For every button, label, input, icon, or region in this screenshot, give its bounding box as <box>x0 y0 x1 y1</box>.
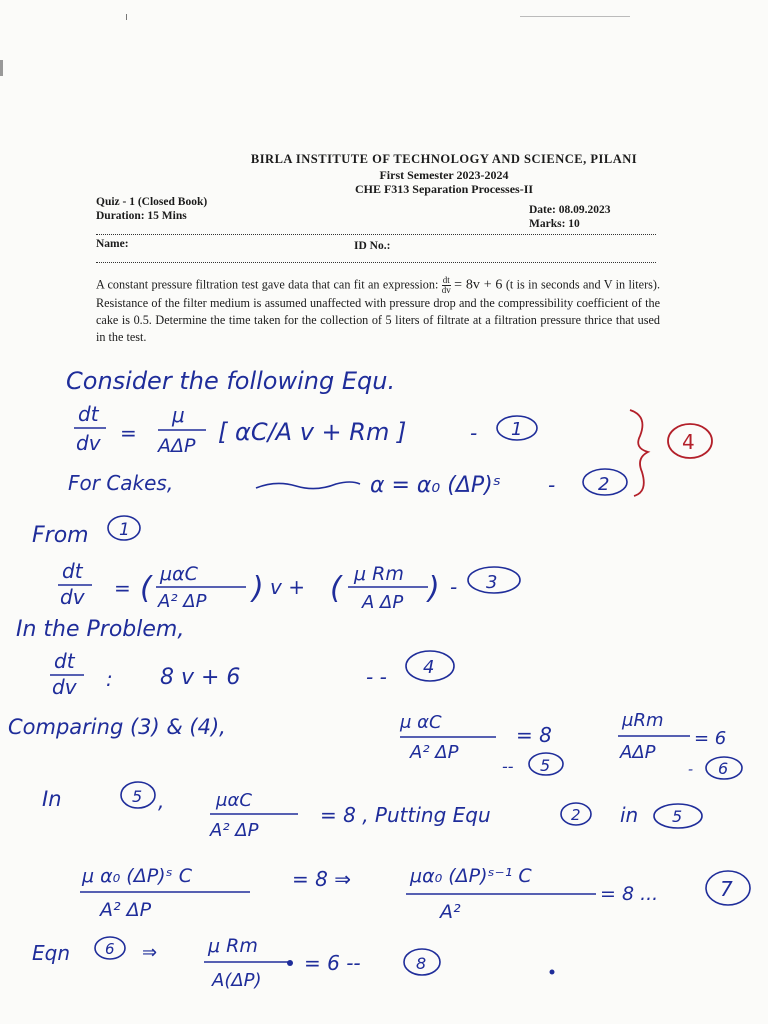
putting-in-tag: 5 <box>672 807 683 826</box>
ink-dot <box>550 970 555 975</box>
paren: ( <box>330 571 342 606</box>
consider-line: Consider the following Equ. <box>66 367 396 395</box>
for-cakes: For Cakes, <box>68 471 174 495</box>
eq1-tag: 1 <box>511 419 523 440</box>
eq5b-den: A² ΔP <box>210 820 259 841</box>
eqn6-tag: 6 <box>105 940 115 958</box>
eqn6-label: Eqn <box>32 941 71 965</box>
question-intro: A constant pressure filtration test gave data that can fit an expression: <box>96 277 439 292</box>
name-label: Name: <box>96 238 129 250</box>
eq5-tag: 5 <box>540 756 551 775</box>
equals-sign: : <box>106 667 113 691</box>
paren: ) <box>428 571 440 606</box>
eq2-tag: 2 <box>598 474 610 495</box>
brace <box>630 410 648 496</box>
eq5-den: A² ΔP <box>410 742 459 763</box>
in-label: In <box>42 787 62 811</box>
dash: - - <box>366 665 387 689</box>
eq7a-den: A² ΔP <box>100 899 152 921</box>
eq3-lhs-num: dt <box>62 559 83 583</box>
comparing: Comparing (3) & (4), <box>8 715 226 739</box>
equals-sign: = <box>120 421 137 445</box>
eq1-coef-num: μ <box>172 403 185 427</box>
marks-note: 4 <box>682 430 695 454</box>
eq6-num: μRm <box>622 710 664 731</box>
eq2: α = α₀ (ΔP)ˢ <box>370 473 501 498</box>
paren: ) <box>252 571 264 606</box>
question-expression: = 8v + 6 <box>454 277 503 293</box>
dash: - <box>548 473 556 497</box>
eq7a-num: μ α₀ (ΔP)ˢ C <box>82 865 192 887</box>
putting-in: in <box>620 803 639 827</box>
eq5-num: μ αC <box>400 712 442 733</box>
date-label: Date: 08.09.2023 <box>529 204 611 216</box>
eq8-num: μ Rm <box>208 935 258 957</box>
ink-dot <box>287 960 293 966</box>
eq3-a-den: A² ΔP <box>158 591 207 612</box>
dash: -- <box>502 757 514 776</box>
quiz-label: Quiz - 1 (Closed Book) <box>96 196 208 208</box>
eq6-den: AΔP <box>620 742 656 763</box>
var-v: v + <box>270 575 305 599</box>
eqn6-arrow: ⇒ <box>142 942 158 963</box>
eq4-lhs-den: dv <box>52 675 77 699</box>
eq4-lhs-num: dt <box>54 649 75 673</box>
scribble <box>256 482 360 489</box>
from-tag: 1 <box>119 520 130 540</box>
eq5b-num: μαC <box>216 790 252 811</box>
eq5-rhs: = 8 <box>516 723 552 747</box>
dt-dv-fraction: $\frac{dt}{dv}$ <box>441 275 451 295</box>
eq3-tag: 3 <box>486 572 498 593</box>
eq6-tag: 6 <box>718 759 729 778</box>
eq1-bracket: [ αC/A v + Rm ] <box>218 418 407 446</box>
eq8-den: A(ΔP) <box>212 970 262 991</box>
eq7b-num: μα₀ (ΔP)ˢ⁻¹ C <box>410 865 532 887</box>
comma: , <box>158 789 165 813</box>
eq6-rhs: = 6 <box>694 728 727 749</box>
eq7-mid: = 8 ⇒ <box>292 867 351 891</box>
eq4-rhs: 8 v + 6 <box>160 665 241 690</box>
semester: First Semester 2023-2024 <box>379 168 509 182</box>
institute-title: BIRLA INSTITUTE OF TECHNOLOGY AND SCIENCE, PILANI <box>250 152 638 166</box>
eq1-lhs-den: dv <box>76 431 101 455</box>
eq3-lhs-den: dv <box>60 585 85 609</box>
id-label: ID No.: <box>354 240 391 252</box>
dash: - <box>450 575 458 599</box>
eq1-lhs-num: dt <box>78 402 99 426</box>
eq8-rhs: = 6 -- <box>304 951 361 975</box>
eq1-coef-den: AΔP <box>158 435 196 457</box>
eq7b-den: A² <box>440 901 461 923</box>
eq8-tag: 8 <box>416 954 427 973</box>
in-tag: 5 <box>132 787 143 806</box>
paren: ( <box>140 571 152 606</box>
eq3-b-den: A ΔP <box>362 592 404 613</box>
dash: - <box>470 421 478 445</box>
eq7-rhs: = 8 ... <box>600 883 659 905</box>
putting-tag: 2 <box>571 806 581 824</box>
eq4-tag: 4 <box>423 657 435 678</box>
in-problem: In the Problem, <box>16 617 185 642</box>
marks-label: Marks: 10 <box>529 218 580 230</box>
equals-sign: = <box>114 576 131 600</box>
dash: - <box>688 762 694 778</box>
putting: = 8 , Putting Equ <box>320 803 491 827</box>
from-label: From <box>32 523 89 548</box>
eq3-b-num: μ Rm <box>354 563 404 585</box>
duration-label: Duration: 15 Mins <box>96 210 187 222</box>
question-body: (t is in seconds and V in liters). Resistance of the filter medium is assumed unaffected with pressure drop and the compressibility coefficient of the cake is 0.5. Determine the time taken for the collection of 5 liters of filtrate at a filtration pressure thrice that used in the test. <box>96 277 660 344</box>
eq3-a-num: μαC <box>160 563 198 585</box>
eq7-tag: 7 <box>720 877 733 901</box>
course-title: CHE F313 Separation Processes-II <box>354 182 534 196</box>
